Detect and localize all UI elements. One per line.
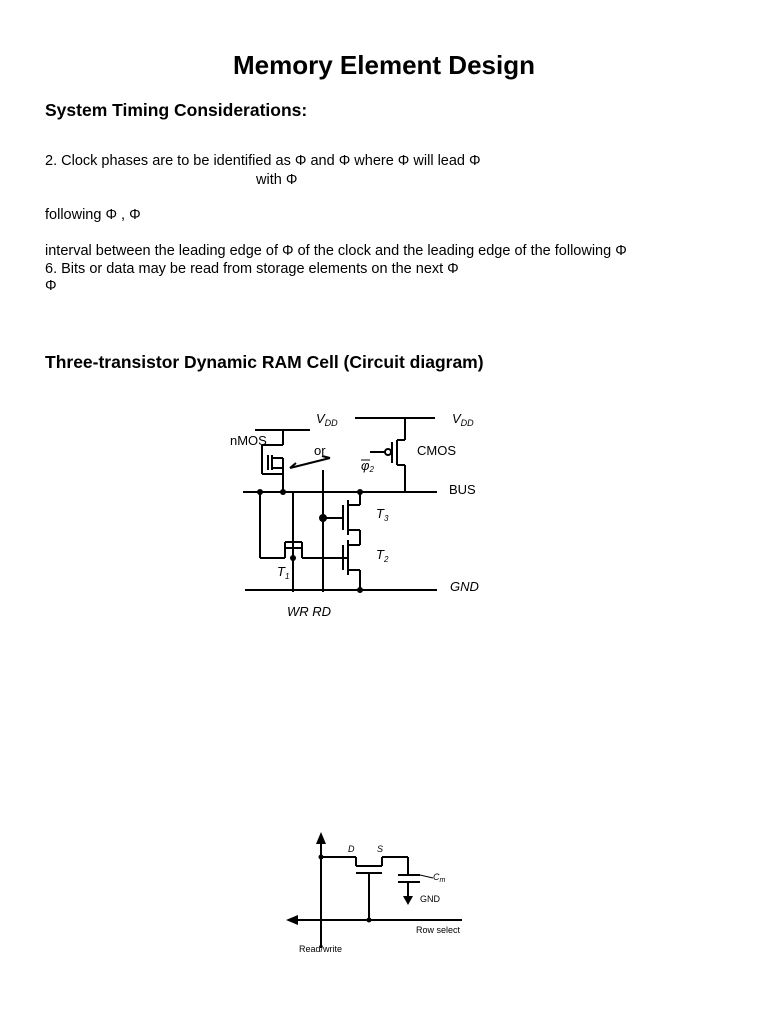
wr-rd-label: WR RD xyxy=(287,604,332,619)
read-write-label: Read/write xyxy=(299,944,343,954)
cmos-label: CMOS xyxy=(417,443,456,458)
d-label: D xyxy=(348,844,355,854)
nmos-label: nMOS xyxy=(230,433,267,448)
t3-label: $T_3$ xyxy=(376,506,389,523)
text-with: with Φ xyxy=(256,172,298,188)
cm-label: $C_m$ xyxy=(433,872,446,884)
section-heading-dram: Three-transistor Dynamic RAM Cell (Circuit diagram) xyxy=(45,352,484,372)
t1-label: $T_1$ xyxy=(277,564,290,581)
text-clock-phases: 2. Clock phases are to be identified as Φ and Φ where Φ will lead Φ xyxy=(45,153,481,169)
page-title: Memory Element Design xyxy=(233,50,535,80)
gnd-label: GND xyxy=(450,579,479,594)
text-bits-read: 6. Bits or data may be read from storage elements on the next Φ xyxy=(45,261,459,277)
text-phi: Φ xyxy=(45,278,57,294)
vdd-right-label: $V_{DD}$ xyxy=(452,411,474,428)
t2-label: $T_2$ xyxy=(376,547,389,564)
gnd-label-2: GND xyxy=(420,894,440,904)
vdd-left-label: $V_{DD}$ xyxy=(316,411,338,428)
phi2-label: φ2 xyxy=(361,458,374,474)
text-interval: interval between the leading edge of Φ of the clock and the leading edge of the following Φ xyxy=(45,243,627,259)
or-label: or xyxy=(314,443,326,458)
bus-label: BUS xyxy=(449,482,476,497)
row-select-label: Row select xyxy=(416,925,461,935)
text-following: following Φ , Φ xyxy=(45,207,141,223)
section-heading-timing: System Timing Considerations: xyxy=(45,100,308,120)
s-label: S xyxy=(377,844,384,854)
